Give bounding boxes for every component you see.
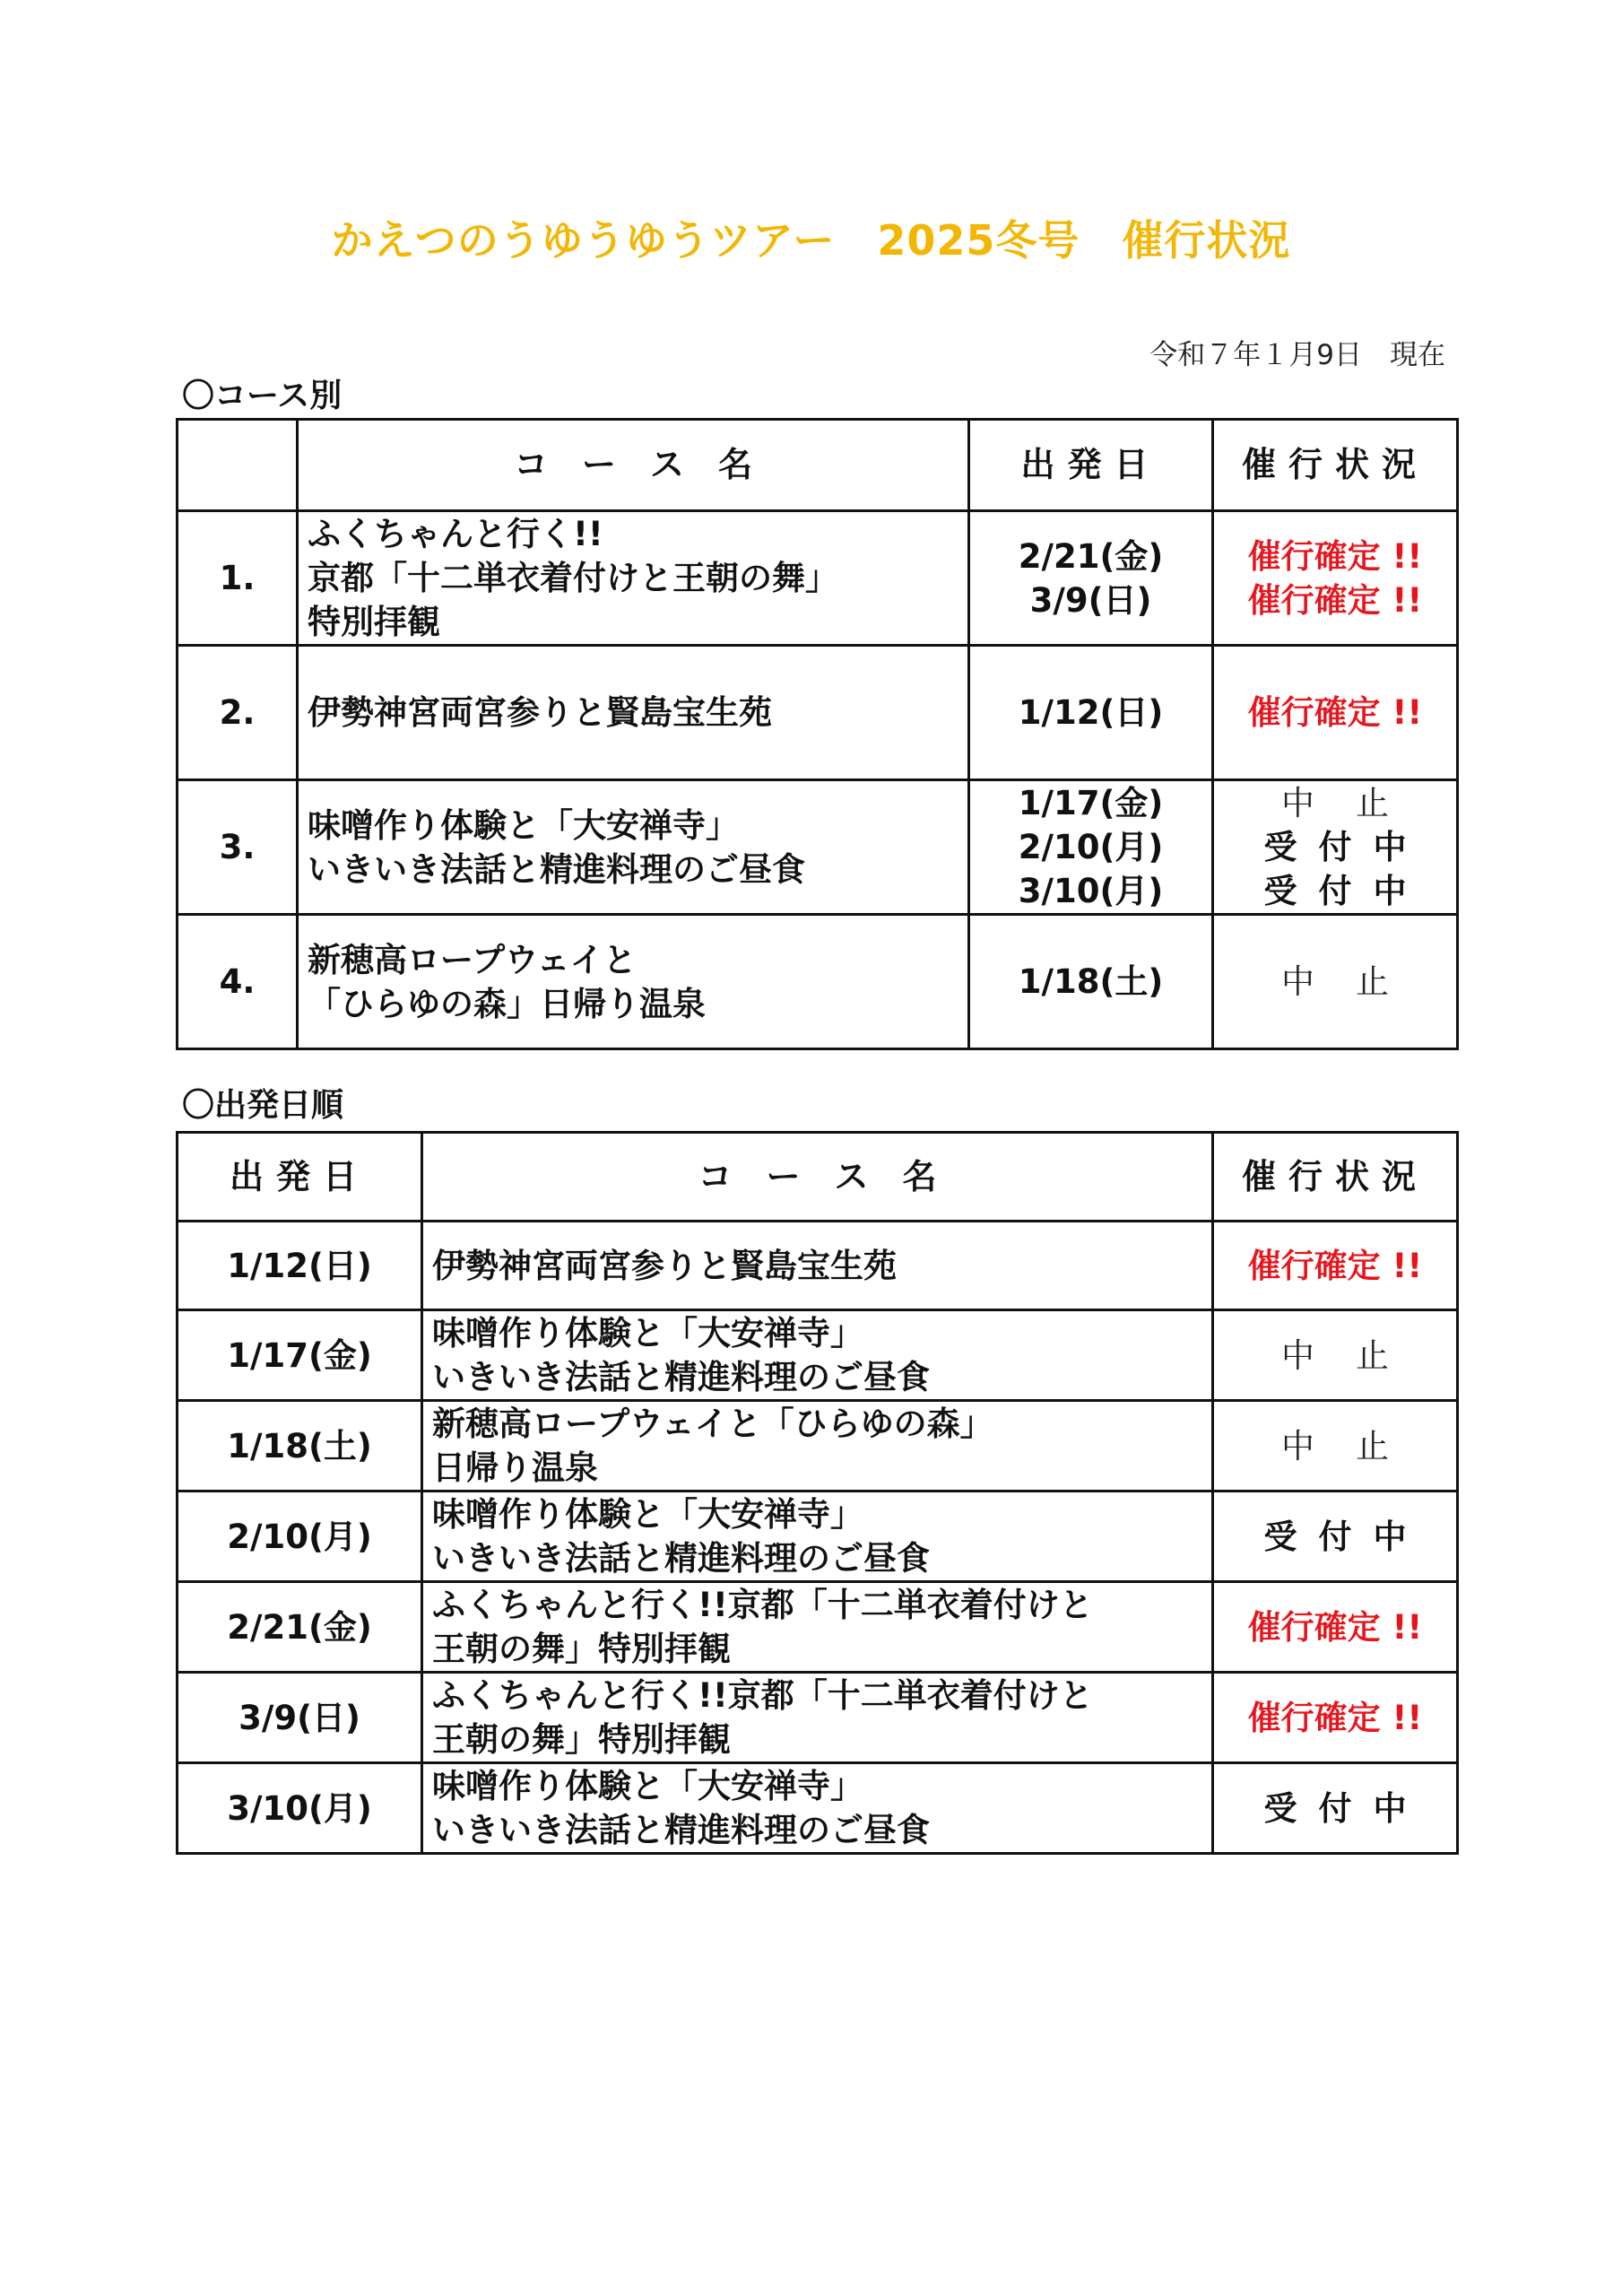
status-cell [1213, 1763, 1458, 1854]
departure-date: 1/18(土) [178, 1401, 422, 1492]
header-course-name: コ ー ス 名 [422, 1133, 1213, 1222]
as-of-date: 令和７年１月9日 現在 [1149, 339, 1445, 371]
status-badge: 催行確定 !! [1247, 1607, 1423, 1647]
status-cell [1213, 915, 1458, 1049]
status-badge: 催行確定 !! [1247, 1246, 1423, 1285]
table-row [178, 511, 1458, 646]
departure-date: 2/21(金) [178, 1582, 422, 1673]
course-name-cell [422, 1401, 1213, 1492]
header-number [178, 420, 298, 511]
status-badge: 受付中 [1263, 1517, 1428, 1556]
status-cell [1213, 1222, 1458, 1310]
departure-date: 3/9(日) [1029, 580, 1152, 620]
departure-date-cell [969, 780, 1213, 915]
departure-date: 3/10(月) [1018, 872, 1164, 910]
course-name-line: いきいき法話と精進料理のご昼食 [432, 1539, 930, 1578]
course-name-line: いきいき法話と精進料理のご昼食 [432, 1811, 930, 1849]
status-badge: 受付中 [1263, 872, 1428, 910]
status-badge: 中止 [1281, 1335, 1430, 1375]
course-name-line: ふくちゃんと行く!! [308, 515, 603, 553]
status-badge: 催行確定 !! [1247, 1698, 1423, 1737]
departure-date-cell [969, 646, 1213, 780]
table-header-row [178, 1133, 1458, 1222]
status-badge: 催行確定 !! [1247, 580, 1423, 620]
course-name-line: 王朝の舞」特別拝観 [432, 1630, 731, 1668]
table-row [178, 646, 1458, 780]
status-badge: 催行確定 !! [1247, 693, 1423, 732]
table-row [178, 780, 1458, 915]
status-cell [1213, 511, 1458, 646]
header-status: 催行状況 [1213, 420, 1458, 511]
departure-date-cell [969, 915, 1213, 1049]
course-name-cell [422, 1763, 1213, 1854]
page-title: かえつのうゆうゆうツアー 2025冬号 催行状況 [331, 216, 1291, 265]
course-number: 2. [178, 646, 298, 780]
status-badge: 中止 [1281, 1426, 1430, 1465]
table-row [178, 1310, 1458, 1401]
status-cell [1213, 1492, 1458, 1582]
by-date-table [176, 1131, 1459, 1855]
course-name-line: 日帰り温泉 [432, 1448, 598, 1487]
course-number: 4. [178, 915, 298, 1049]
departure-date-cell [969, 511, 1213, 646]
table-row [178, 1582, 1458, 1673]
status-badge: 中止 [1281, 962, 1430, 1001]
departure-date: 2/21(金) [1018, 536, 1164, 576]
table-row [178, 1673, 1458, 1763]
departure-date: 1/12(日) [178, 1222, 422, 1310]
course-name-line: 京都「十二単衣着付けと王朝の舞」 [308, 559, 838, 597]
departure-date: 1/17(金) [1018, 784, 1164, 822]
course-name-line: ふくちゃんと行く!!京都「十二単衣着付けと [432, 1676, 1093, 1715]
header-status: 催行状況 [1213, 1133, 1458, 1222]
table-row [178, 1222, 1458, 1310]
header-departure-date: 出発日 [969, 420, 1213, 511]
course-number: 3. [178, 780, 298, 915]
course-name-line: 「ひらゆの森」日帰り温泉 [308, 984, 706, 1023]
course-name-cell [422, 1222, 1213, 1310]
course-name-line: ふくちゃんと行く!!京都「十二単衣着付けと [432, 1586, 1093, 1624]
status-cell [1213, 646, 1458, 780]
course-name-line: 伊勢神宮両宮参りと賢島宝生苑 [432, 1246, 897, 1285]
status-badge: 催行確定 !! [1247, 536, 1423, 576]
course-name-line: 伊勢神宮両宮参りと賢島宝生苑 [308, 693, 772, 732]
status-cell [1213, 1401, 1458, 1492]
course-name-line: 王朝の舞」特別拝観 [432, 1720, 731, 1759]
section-by-course-label: 〇コース別 [182, 378, 343, 414]
by-course-table [176, 418, 1459, 1050]
course-name-line: 新穂高ロープウェイと「ひらゆの森」 [432, 1405, 993, 1443]
course-name-cell [298, 915, 969, 1049]
course-name-line: 味噌作り体験と「大安禅寺」 [308, 805, 739, 845]
departure-date: 2/10(月) [1018, 828, 1164, 866]
course-name-line: 新穂高ロープウェイと [308, 940, 637, 979]
status-badge: 受付中 [1263, 828, 1428, 866]
course-name-line: 味噌作り体験と「大安禅寺」 [432, 1767, 863, 1805]
course-name-cell [422, 1673, 1213, 1763]
status-cell [1213, 1673, 1458, 1763]
section-by-date-label: 〇出発日順 [182, 1087, 344, 1124]
course-number: 1. [178, 511, 298, 646]
departure-date: 1/12(日) [1018, 693, 1164, 732]
departure-date: 3/10(月) [178, 1763, 422, 1854]
course-name-cell [298, 511, 969, 646]
status-cell [1213, 1582, 1458, 1673]
course-name-cell [422, 1582, 1213, 1673]
course-name-line: いきいき法話と精進料理のご昼食 [308, 849, 805, 889]
departure-date: 3/9(日) [178, 1673, 422, 1763]
status-cell [1213, 780, 1458, 915]
course-name-cell [422, 1492, 1213, 1582]
table-row [178, 1763, 1458, 1854]
course-name-line: 特別拝観 [308, 603, 440, 641]
course-name-cell [298, 646, 969, 780]
course-name-line: いきいき法話と精進料理のご昼食 [432, 1358, 930, 1396]
departure-date: 2/10(月) [178, 1492, 422, 1582]
table-row [178, 1401, 1458, 1492]
status-cell [1213, 1310, 1458, 1401]
status-badge: 中止 [1281, 784, 1430, 822]
course-name-cell [298, 780, 969, 915]
course-name-cell [422, 1310, 1213, 1401]
course-name-line: 味噌作り体験と「大安禅寺」 [432, 1495, 863, 1534]
course-name-line: 味噌作り体験と「大安禅寺」 [432, 1314, 863, 1352]
table-row [178, 915, 1458, 1049]
status-badge: 受付中 [1263, 1788, 1428, 1828]
table-header-row [178, 420, 1458, 511]
header-course-name: コ ー ス 名 [298, 420, 969, 511]
departure-date: 1/17(金) [178, 1310, 422, 1401]
header-departure-date: 出発日 [178, 1133, 422, 1222]
departure-date: 1/18(土) [1018, 962, 1164, 1001]
table-row [178, 1492, 1458, 1582]
